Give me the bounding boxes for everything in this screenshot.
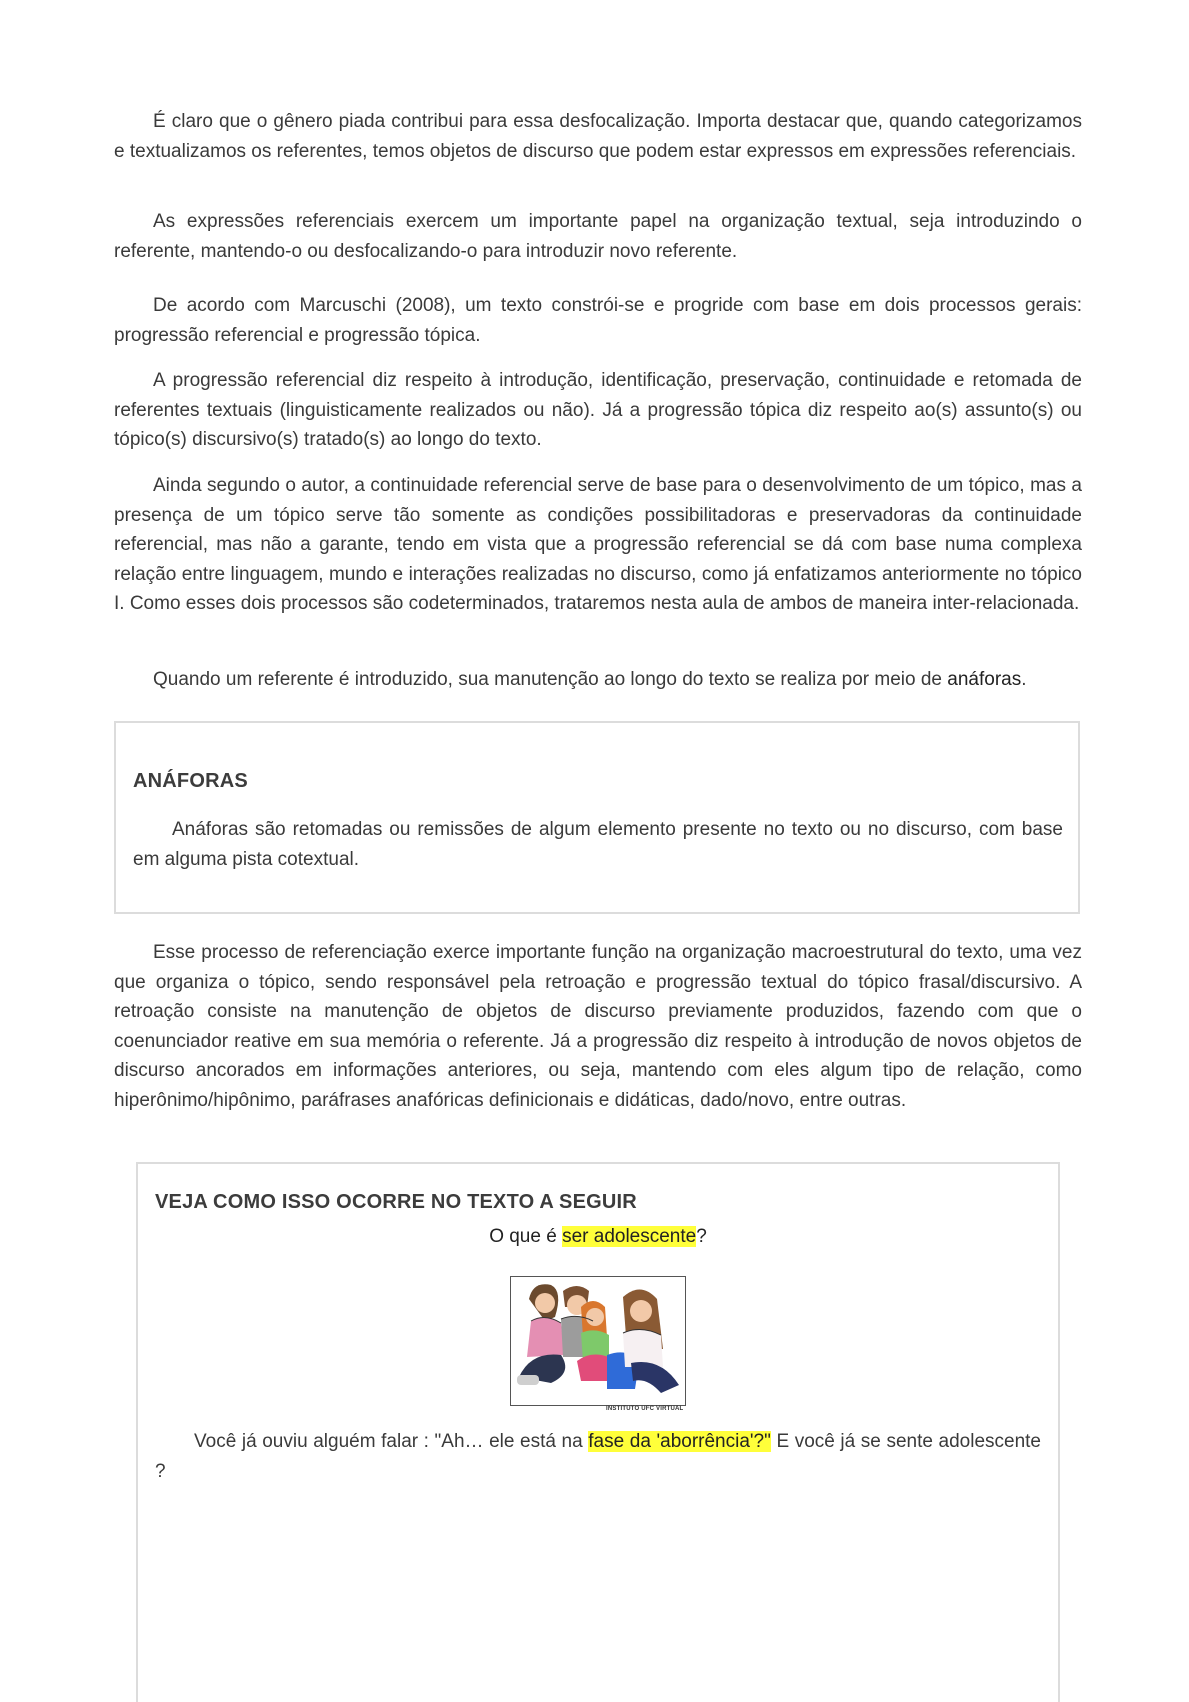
paragraph-5: Ainda segundo o autor, a continuidade referencial serve de base para o desenvolvimento de um tópico, mas a presença de um tópico serve tão somente as condições possibilitadoras e preservadoras da continuidade referencial, mas não a garante, tendo em vista que a progressão referencial se dá com base numa complexa relação entre linguagem, mundo e interações realizadas no discurso, como já enfatizamos anteriormente no tópico I. Como esses dois processos são codeterminados, trataremos nesta aula de ambos de maneira inter-relacionada. (114, 475, 1082, 614)
anaforas-definition-box (114, 721, 1080, 914)
example-subtitle-text: O que é (489, 1226, 563, 1247)
paragraph-6 (114, 665, 1082, 695)
example-subtitle-end: ? (696, 1226, 707, 1247)
example-box-title: VEJA COMO ISSO OCORRE NO TEXTO A SEGUIR (155, 1191, 637, 1213)
anaforas-box-text: Anáforas são retomadas ou remissões de algum elemento presente no texto ou no discurso, com base em alguma pista cotextual. (133, 819, 1063, 870)
example-text-end: E você já se sente adolescente ? (155, 1431, 1041, 1482)
paragraph-6-text: Quando um referente é introduzido, sua manutenção ao longo do texto se realiza por meio de (153, 669, 948, 690)
paragraph-3: De acordo com Marcuschi (2008), um texto constrói-se e progride com base em dois processos gerais: progressão referencial e progressão tópica. (114, 295, 1082, 346)
teenagers-drawing-icon (511, 1277, 685, 1405)
example-subtitle (138, 1226, 1058, 1248)
paragraph-6-end: . (1021, 669, 1027, 690)
paragraph-4: A progressão referencial diz respeito à introdução, identificação, preservação, continuidade e retomada de referentes textuais (linguisticamente realizados ou não). Já a progressão tópica diz respeito ao(s) assunto(s) ou tópico(s) discursivo(s) tratado(s) ao longo do texto. (114, 370, 1082, 450)
teenagers-illustration (510, 1276, 686, 1416)
example-box (136, 1162, 1060, 1702)
example-text-start: Você já ouviu alguém falar : "Ah… ele está na (194, 1431, 589, 1452)
paragraph-1: É claro que o gênero piada contribui para essa desfocalização. Importa destacar que, quando categorizamos e textualizamos os referentes, temos objetos de discurso que podem estar expressos em expressões referenciais. (114, 111, 1082, 162)
paragraph-2: As expressões referenciais exercem um importante papel na organização textual, seja introduzindo o referente, mantendo-o ou desfocalizando-o para introduzir novo referente. (114, 211, 1082, 262)
image-credit: INSTITUTO UFC VIRTUAL (606, 1406, 684, 1412)
example-text-highlight: fase da 'aborrência'?" (588, 1431, 771, 1452)
anaforas-term: anáforas (947, 669, 1022, 690)
paragraph-7: Esse processo de referenciação exerce importante função na organização macroestrutural do texto, uma vez que organiza o tópico, sendo responsável pela retroação e progressão textual do tópico frasal/discursivo. A retroação consiste na manutenção de objetos de discurso previamente produzidos, fazendo com que o coenunciador reative em sua memória o referente. Já a progressão diz respeito à introdução de novos objetos de discurso ancorados em informações anteriores, ou seja, mantendo com eles algum tipo de relação, como hiperônimo/hipônimo, paráfrases anafóricas definicionais e didáticas, dado/novo, entre outras. (114, 942, 1082, 1111)
example-text (155, 1427, 1041, 1486)
example-subtitle-highlight: ser adolescente (562, 1226, 697, 1247)
anaforas-box-title: ANÁFORAS (133, 770, 248, 792)
illustration-frame (510, 1276, 686, 1406)
